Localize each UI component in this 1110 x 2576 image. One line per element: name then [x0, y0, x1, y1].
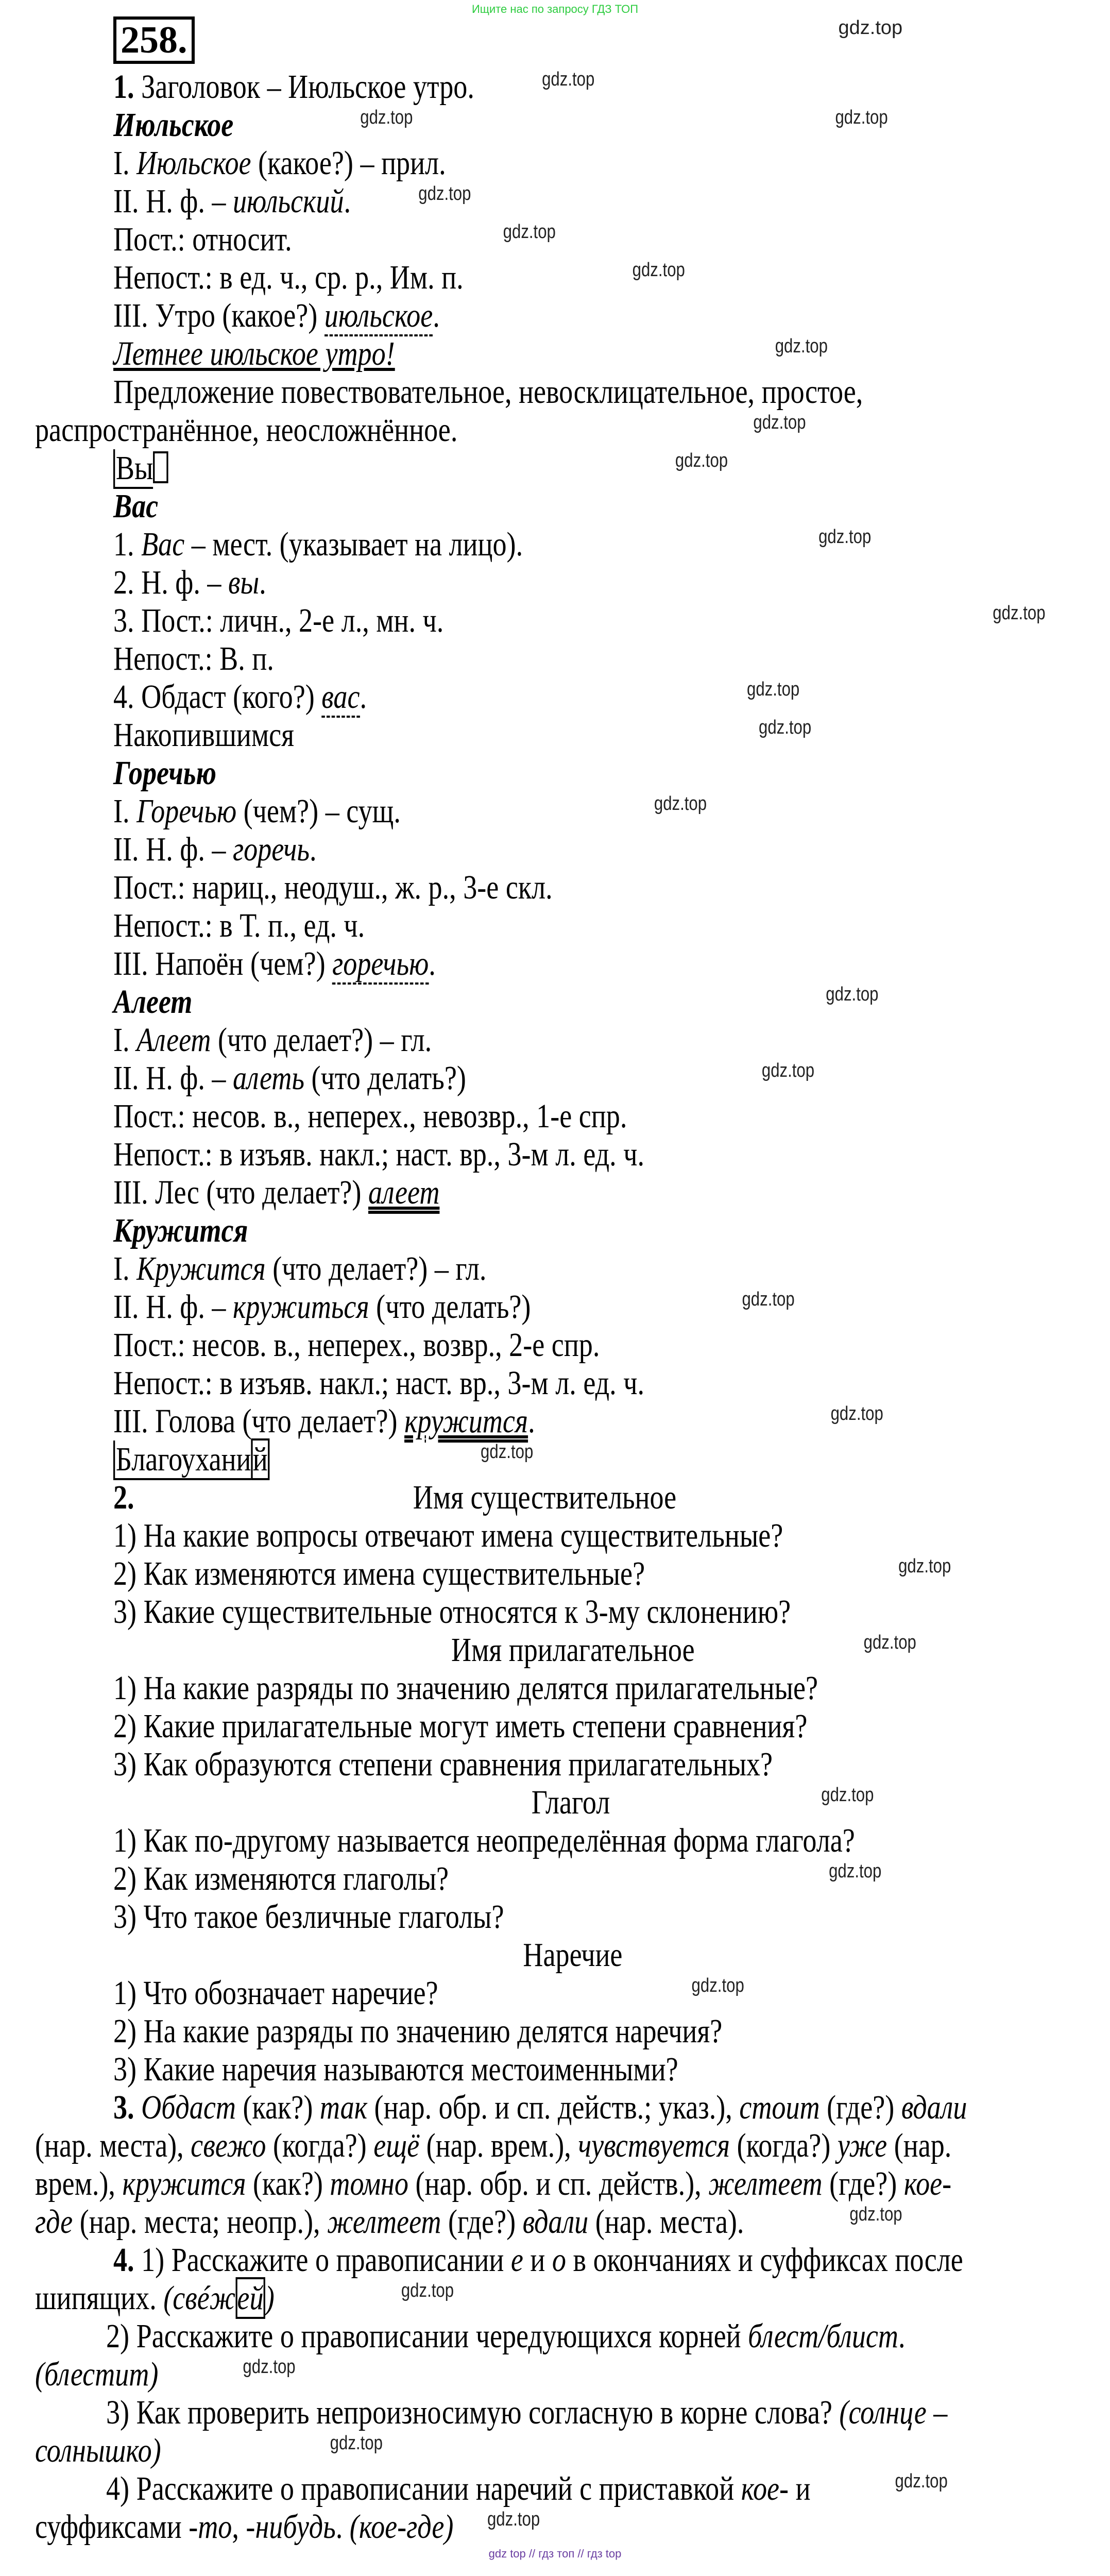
- group-title: Имя прилагательное: [451, 1631, 695, 1669]
- watermark: gdz.top: [481, 1441, 534, 1463]
- analysis-line: Непост.: в ед. ч., ср. р., Им. п. gdz.top: [113, 259, 685, 296]
- analysis-line: III. Утро (какое?) июльское.: [113, 297, 931, 335]
- exercise-number-row: [113, 16, 1110, 68]
- part4-question-cont: суффиксами -то, -нибудь. (кое-где) gdz.top: [35, 2508, 540, 2546]
- morpheme-analysis-blagoukhaniy: Благоуханий gdz.top: [113, 1440, 931, 1479]
- analysis-line: 1. Вас – мест. (указывает на лицо). gdz.top: [113, 526, 872, 563]
- question: 1) На какие разряды по значению делятся прилагательные?: [113, 1669, 818, 1707]
- analysis-line: I. Кружится (что делает?) – гл.: [113, 1250, 487, 1287]
- watermark: gdz.top: [418, 183, 471, 205]
- watermark: gdz.top: [691, 1975, 744, 1996]
- part4-question: 3) Как проверить непроизносимую согласную в корне слова? (солнце –: [106, 2394, 948, 2431]
- question: 3) Какие наречия называются местоименными?: [113, 2050, 678, 2088]
- analysis-line: I. Алеет (что делает?) – гл.: [113, 1021, 432, 1059]
- analysis-line: Непост.: в изъяв. накл.; наст. вр., 3-м л. ед. ч.: [113, 1364, 644, 1402]
- analysis-line: III. Лес (что делает?) алеет: [113, 1174, 440, 1211]
- watermark: gdz.top: [898, 1555, 951, 1577]
- watermark: gdz.top: [742, 1289, 795, 1310]
- analysis-line: Непост.: в Т. п., ед. ч.: [113, 907, 365, 944]
- watermark: gdz.top: [826, 984, 879, 1005]
- analysis-line: III. Голова (что делает?) кружится. gdz.top: [113, 1402, 883, 1440]
- watermark: gdz.top: [895, 2470, 948, 2492]
- part1-title: 1. Заголовок – Июльское утро. gdz.top: [113, 68, 595, 106]
- part3-line: 3. Обдаст (как?) так (нар. обр. и сп. действ.; указ.), стоит (где?) вдали: [113, 2089, 967, 2126]
- analysis-line: Пост.: несов. в., неперех., возвр., 2-е спр.: [113, 1326, 600, 1364]
- watermark: gdz.top: [821, 1784, 874, 1806]
- analysis-line: II. Н. ф. – июльский. gdz.top: [113, 182, 471, 220]
- watermark: gdz.top: [753, 412, 806, 433]
- watermark: gdz.top: [243, 2356, 296, 2378]
- analysis-line: Пост.: относит. gdz.top: [113, 221, 556, 258]
- question: 1) Как по-другому называется неопределённая форма глагола?: [113, 1822, 855, 1859]
- word-heading: Июльское gdz.top gdz.top: [113, 106, 888, 144]
- part3-line: (нар. места), свежо (когда?) ещё (нар. врем.), чувствуется (когда?) уже (нар.: [35, 2127, 952, 2164]
- watermark: gdz.top: [675, 450, 728, 471]
- part4-question: 4. 1) Расскажите о правописании е и о в окончаниях и суффиксах после: [113, 2241, 963, 2279]
- analysis-line: I. Июльское (какое?) – прил.: [113, 144, 446, 182]
- part2-heading-row: [113, 1479, 931, 1517]
- morpheme-analysis-vy: Вы gdz.top: [113, 449, 931, 487]
- ending-box: [153, 451, 168, 483]
- question: 1) Что обозначает наречие? gdz.top: [113, 1974, 744, 2012]
- analysis-line: II. Н. ф. – алеть (что делать?) gdz.top: [113, 1059, 815, 1097]
- group-title-row: [113, 1936, 931, 1974]
- watermark: gdz.top: [360, 107, 413, 128]
- word-heading: Алеет gdz.top: [113, 983, 879, 1021]
- watermark: gdz.top: [830, 1403, 883, 1425]
- word-heading: Горечью: [113, 754, 216, 792]
- analysis-line: I. Горечью (чем?) – сущ. gdz.top: [113, 792, 707, 830]
- question: 2) Какие прилагательные могут иметь степени сравнения?: [113, 1707, 808, 1745]
- part4-question: 4) Расскажите о правописании наречий с приставкой кое- и gdz.top: [106, 2470, 948, 2507]
- group-title: Имя существительное: [413, 1479, 677, 1516]
- word-heading: Кружится: [113, 1212, 248, 1249]
- analysis-line: 4. Обдаст (кого?) вас. gdz.top: [113, 678, 931, 716]
- watermark: gdz.top: [401, 2280, 454, 2301]
- example-phrase: Летнее июльское утро! gdz.top: [113, 335, 828, 372]
- question: 1) На какие вопросы отвечают имена существительные?: [113, 1517, 783, 1554]
- part4-question-cont: шипящих. (свéжей) gdz.top: [35, 2279, 916, 2317]
- question: 3) Какие существительные относятся к 3-му склонению?: [113, 1593, 791, 1631]
- watermark: gdz.top: [542, 69, 595, 90]
- watermark: gdz.top: [849, 2204, 902, 2225]
- watermark: gdz.top: [761, 1060, 815, 1081]
- watermark: gdz.top: [632, 259, 685, 281]
- watermark: gdz.top: [758, 717, 812, 738]
- part4-example: солнышко) gdz.top: [35, 2432, 383, 2469]
- group-title-row: [113, 1784, 931, 1822]
- top-banner-watermark: Ищите нас по запросу ГДЗ ТОП: [471, 3, 639, 15]
- part2-number: 2.: [113, 1479, 134, 1516]
- footer-watermark: gdz top // гдз топ // гдз top: [488, 2547, 622, 2560]
- analysis-line: Непост.: в изъяв. накл.; наст. вр., 3-м л. ед. ч.: [113, 1136, 644, 1173]
- analysis-line: Накопившимся gdz.top: [113, 716, 812, 754]
- sentence-description: Предложение повествовательное, невосклицательное, простое,: [113, 373, 863, 411]
- analysis-line: 3. Пост.: личн., 2-е л., мн. ч. gdz.top: [113, 602, 1046, 639]
- question: 3) Что такое безличные глаголы?: [113, 1898, 504, 1936]
- question: 2) Как изменяются имена существительные? gdz.top: [113, 1555, 951, 1592]
- part3-line: врем.), кружится (как?) томно (нар. обр. и сп. действ.), желтеет (где?) кое-: [35, 2165, 952, 2202]
- part4-example: (блестит) gdz.top: [35, 2355, 296, 2393]
- part4-question: 2) Расскажите о правописании чередующихся корней блест/блист.: [106, 2317, 906, 2355]
- watermark: gdz.top: [993, 602, 1046, 624]
- watermark: gdz.top: [503, 221, 556, 243]
- group-title: Глагол: [531, 1784, 610, 1821]
- analysis-line: II. Н. ф. – горечь.: [113, 831, 317, 868]
- watermark: gdz.top: [838, 17, 903, 39]
- group-title: Наречие: [523, 1936, 623, 1974]
- watermark: gdz.top: [747, 679, 800, 700]
- watermark: gdz.top: [835, 107, 888, 128]
- word-heading: Вас: [113, 487, 159, 525]
- watermark: gdz.top: [654, 793, 707, 815]
- watermark: gdz.top: [487, 2509, 540, 2530]
- watermark: gdz.top: [863, 1632, 916, 1653]
- watermark: gdz.top: [330, 2432, 383, 2454]
- analysis-line: 2. Н. ф. – вы.: [113, 564, 266, 601]
- question: 2) На какие разряды по значению делятся наречия?: [113, 2012, 723, 2050]
- exercise-number: 258.: [113, 16, 195, 64]
- analysis-line: Пост.: нариц., неодуш., ж. р., 3-е скл.: [113, 869, 553, 906]
- analysis-line: Пост.: несов. в., неперех., невозвр., 1-е спр.: [113, 1097, 627, 1135]
- analysis-line: III. Напоён (чем?) горечью.: [113, 945, 931, 983]
- watermark: gdz.top: [775, 335, 828, 357]
- question: 2) Как изменяются глаголы? gdz.top: [113, 1860, 882, 1897]
- watermark: gdz.top: [818, 526, 872, 548]
- group-title-row: [113, 1631, 931, 1669]
- part3-line: где (нар. места; неопр.), желтеет (где?) вдали (нар. места). gdz.top: [35, 2203, 902, 2241]
- analysis-line: II. Н. ф. – кружиться (что делать?) gdz.top: [113, 1288, 795, 1326]
- analysis-line: Непост.: В. п.: [113, 640, 274, 677]
- question: 3) Как образуются степени сравнения прилагательных?: [113, 1745, 773, 1783]
- sentence-description-cont: распространённое, неосложнённое. gdz.top: [35, 411, 806, 449]
- watermark: gdz.top: [829, 1860, 882, 1882]
